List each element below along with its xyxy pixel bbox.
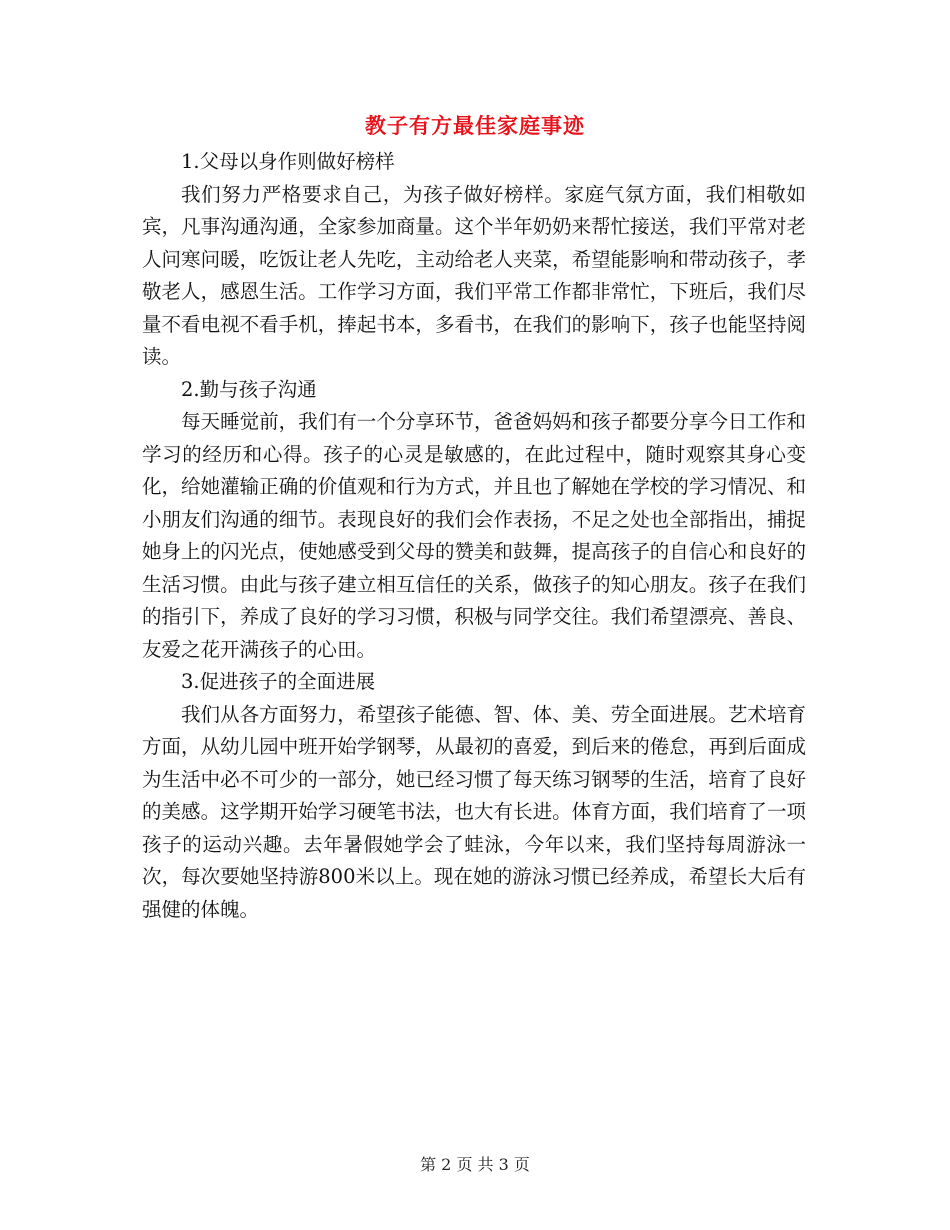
footer-middle: 页 共 (456, 1155, 494, 1174)
section-paragraph-1: 我们努力严格要求自己，为孩子做好榜样。家庭气氛方面，我们相敬如宾，凡事沟通沟通，全家参加商量。这个半年奶奶来帮忙接送，我们平常对老人问寒问暖，吃饭让老人先吃，主动给老人夹菜，希望能影响和带动孩子，孝敬老人，感恩生活。工作学习方面，我们平常工作都非常忙，下班后，我们尽量不看电视不看手机，捧起书本，多看书，在我们的影响下，孩子也能坚持阅读。 (142, 182, 806, 368)
footer-total-pages: 3 (498, 1155, 509, 1174)
section-heading-1: 1.父母以身作则做好榜样 (181, 150, 395, 173)
section-heading-2: 2.勤与孩子沟通 (181, 377, 317, 401)
section-paragraph-2: 每天睡觉前，我们有一个分享环节，爸爸妈妈和孩子都要分享今日工作和学习的经历和心得。孩子的心灵是敏感的，在此过程中，随时观察其身心变化，给她灌输正确的价值观和行为方式，并且也了解她在学校的学习情况、和小朋友们沟通的细节。表现良好的我们会作表扬，不足之处也全部指出，捕捉她身上的闪光点，使她感受到父母的赞美和鼓舞，提高孩子的自信心和良好的生活习惯。由此与孩子建立相互信任的关系，做孩子的知心朋友。孩子在我们的指引下，养成了良好的学习习惯，积极与同学交往。我们希望漂亮、善良、友爱之花开满孩子的心田。 (142, 410, 806, 661)
footer-page-number: 2 (441, 1155, 452, 1174)
page-footer (0, 1153, 950, 1177)
section-heading-3: 3.促进孩子的全面进展 (181, 670, 376, 693)
footer-prefix: 第 (420, 1155, 437, 1174)
document-title: 教子有方最佳家庭事迹 (365, 113, 585, 138)
section-paragraph-3: 我们从各方面努力，希望孩子能德、智、体、美、劳全面进展。艺术培育方面，从幼儿园中班开始学钢琴，从最初的喜爱，到后来的倦怠，再到后面成为生活中必不可少的一部分，她已经习惯了每天练习钢琴的生活，培育了良好的美感。这学期开始学习硬笔书法，也大有长进。体育方面，我们培育了一项孩子的运动兴趣。去年暑假她学会了蛙泳，今年以来，我们坚持每周游泳一次，每次要她坚持游800米以上。现在她的游泳习惯已经养成，希望长大后有强健的体魄。 (142, 702, 806, 921)
footer-suffix: 页 (513, 1155, 530, 1174)
document-body (142, 146, 806, 926)
